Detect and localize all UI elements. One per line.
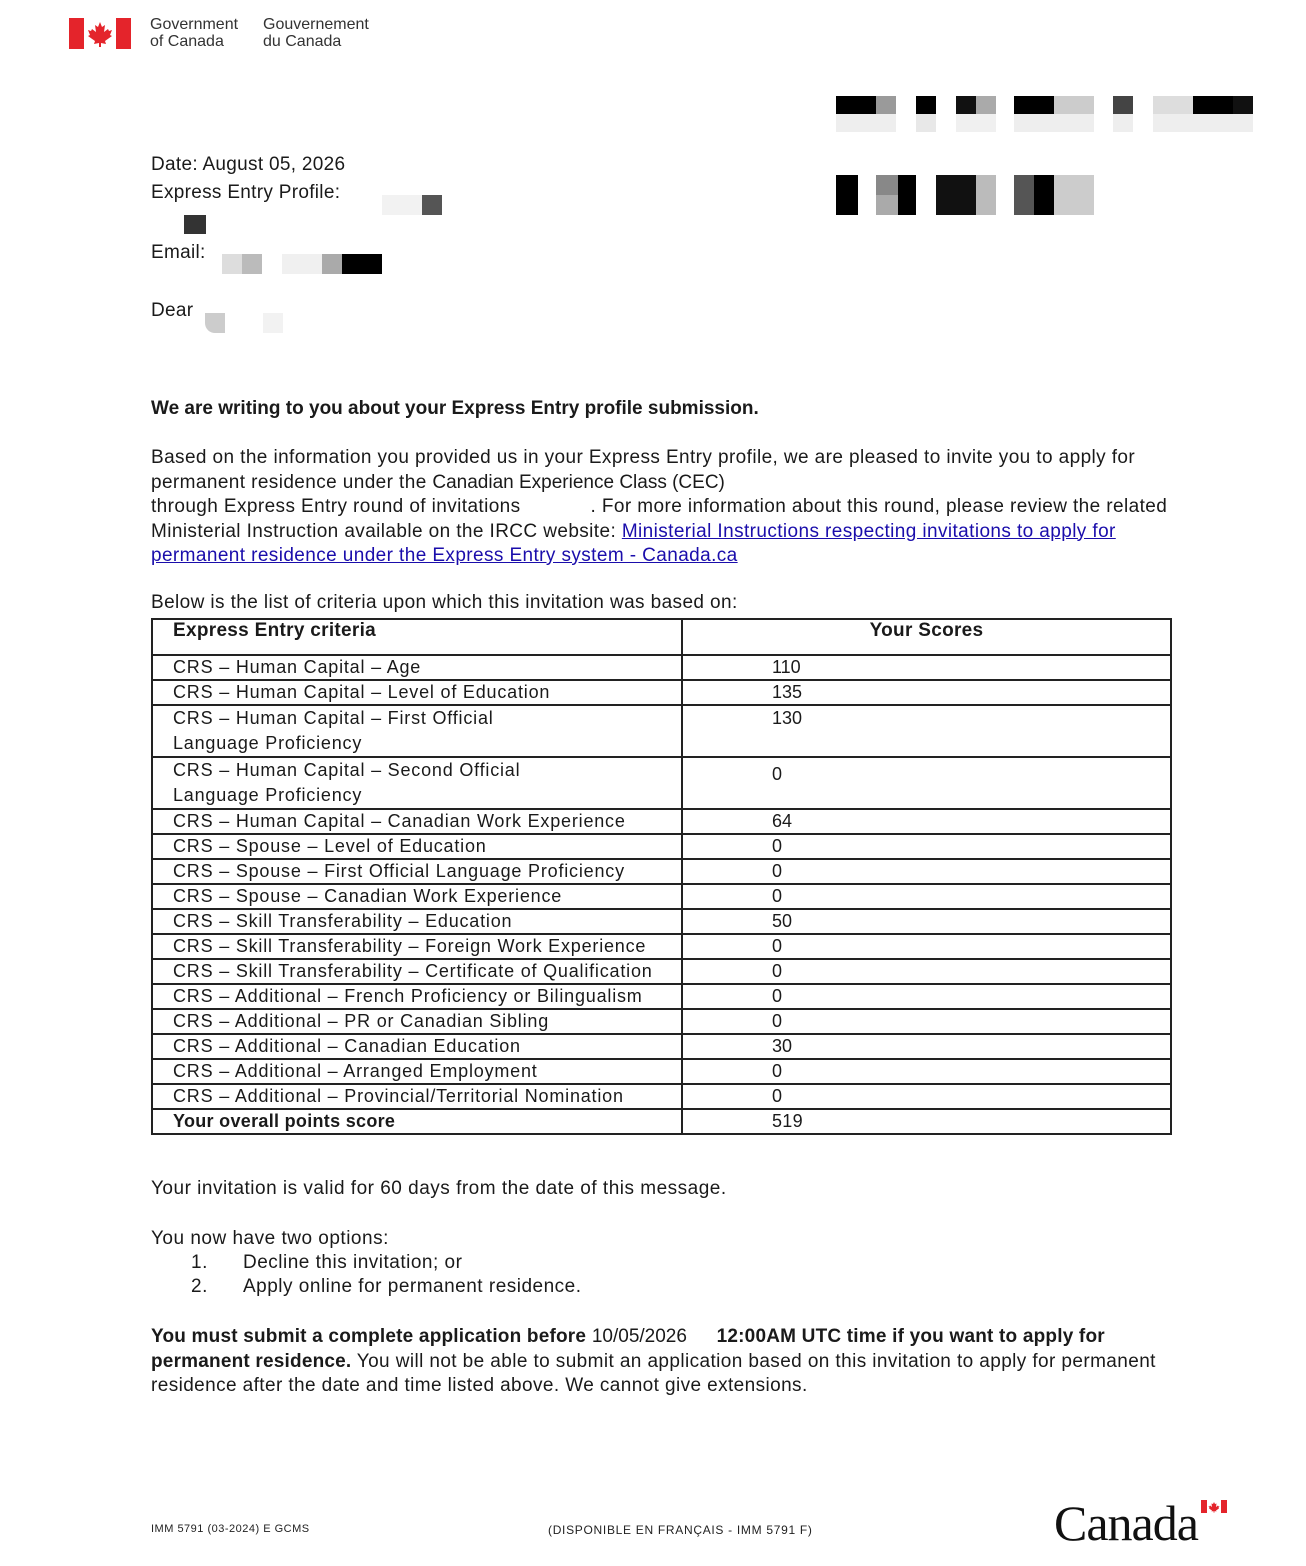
table-row [152, 809, 1171, 834]
total-row [152, 1109, 1171, 1134]
redacted-profile-number [182, 195, 442, 235]
canada-wordmark: Canada [1054, 1495, 1198, 1551]
table-row [152, 834, 1171, 859]
redacted-name [205, 313, 285, 333]
validity-notice: Your invitation is valid for 60 days from the date of this message. [151, 1178, 727, 1199]
criteria-cell: CRS – Human Capital – Canadian Work Experience [152, 809, 682, 834]
table-row [152, 655, 1171, 680]
table-row [152, 757, 1171, 809]
table-row [152, 959, 1171, 984]
canada-flag-icon [69, 18, 131, 49]
score-cell: 0 [682, 859, 1171, 884]
score-cell: 0 [682, 959, 1171, 984]
scores-table [151, 618, 1172, 1135]
criteria-cell: CRS – Human Capital – Second Official Language Proficiency [152, 757, 682, 809]
program-name: Canadian Experience Class (CEC) [432, 471, 725, 493]
score-cell: 130 [682, 705, 1171, 757]
form-identifier: IMM 5791 (03-2024) E GCMS [151, 1523, 310, 1535]
redacted-barcode [836, 96, 1256, 136]
criteria-cell: CRS – Spouse – First Official Language Proficiency [152, 859, 682, 884]
french-availability-note: (DISPONIBLE EN FRANÇAIS - IMM 5791 F) [548, 1523, 813, 1537]
option-decline [191, 1252, 462, 1274]
table-row [152, 1059, 1171, 1084]
deadline-date: 10/05/2026 [591, 1326, 687, 1347]
criteria-cell: CRS – Skill Transferability – Certificate of Qualification [152, 959, 682, 984]
option-number: 1. [191, 1252, 208, 1273]
criteria-cell: CRS – Additional – Canadian Education [152, 1034, 682, 1059]
wordmark-flag-icon [1201, 1500, 1227, 1513]
table-row [152, 859, 1171, 884]
table-row [152, 680, 1171, 705]
intro-heading: We are writing to you about your Express Entry profile submission. [151, 398, 759, 419]
criteria-cell: CRS – Additional – Arranged Employment [152, 1059, 682, 1084]
redacted-email [222, 254, 382, 274]
criteria-cell: CRS – Additional – French Proficiency or Bilingualism [152, 984, 682, 1009]
criteria-cell: CRS – Human Capital – Age [152, 655, 682, 680]
invitation-paragraph: Based on the information you provided us in your Express Entry profile, we are pleased to invite you to apply for permanent residence under the Canadian Experience Class (CEC) through Express Entry round of invitations . For more information about this round, please review the related Ministerial Instruction available on the IRCC website: Ministerial Instructions respecting invitations to apply for permanent residence under the Express Entry system - Canada.ca [151, 447, 1168, 566]
criteria-cell: CRS – Human Capital – Level of Education [152, 680, 682, 705]
criteria-cell: CRS – Skill Transferability – Foreign Work Experience [152, 934, 682, 959]
salutation: Dear [151, 300, 194, 321]
score-cell: 50 [682, 909, 1171, 934]
table-row [152, 705, 1171, 757]
score-cell: 0 [682, 834, 1171, 859]
table-row [152, 1009, 1171, 1034]
score-cell: 64 [682, 809, 1171, 834]
ministerial-instructions-link[interactable]: Ministerial Instructions respecting invitations to apply for permanent residence under the Express Entry system - Canada.ca [151, 520, 1116, 566]
score-cell: 30 [682, 1034, 1171, 1059]
government-of-canada-en: Government of Canada [150, 16, 239, 50]
total-score: 519 [682, 1109, 1171, 1134]
table-row [152, 934, 1171, 959]
score-cell: 110 [682, 655, 1171, 680]
score-cell: 0 [682, 884, 1171, 909]
criteria-cell: CRS – Spouse – Canadian Work Experience [152, 884, 682, 909]
criteria-intro: Below is the list of criteria upon which this invitation was based on: [151, 592, 738, 613]
criteria-cell: CRS – Skill Transferability – Education [152, 909, 682, 934]
table-row [152, 1034, 1171, 1059]
criteria-cell: CRS – Additional – PR or Canadian Sibling [152, 1009, 682, 1034]
score-cell: 135 [682, 680, 1171, 705]
score-cell: 0 [682, 1084, 1171, 1109]
option-text: Decline this invitation; or [243, 1252, 463, 1273]
col-scores-header: Your Scores [682, 619, 1171, 655]
table-row [152, 884, 1171, 909]
score-cell: 0 [682, 984, 1171, 1009]
option-apply [191, 1276, 582, 1298]
option-number: 2. [191, 1276, 208, 1297]
scores-body [152, 655, 1171, 1134]
criteria-cell: CRS – Human Capital – First Official Language Proficiency [152, 705, 682, 757]
table-row [152, 984, 1171, 1009]
table-header-row [152, 619, 1171, 655]
deadline-paragraph: You must submit a complete application before 10/05/2026 12:00AM UTC time if you want to apply for permanent residence. You will not be able to submit an application based on this invitation to apply for permanent residence after the date and time listed above. We cannot give extensions. [151, 1326, 1156, 1396]
redacted-identifier [836, 175, 1096, 217]
score-cell: 0 [682, 934, 1171, 959]
options-intro: You now have two options: [151, 1228, 389, 1249]
total-label: Your overall points score [152, 1109, 682, 1134]
government-of-canada-fr: Gouvernement du Canada [263, 16, 369, 50]
score-cell: 0 [682, 1059, 1171, 1084]
letter-date: Date: August 05, 2026 [151, 154, 346, 175]
email-label: Email: [151, 242, 206, 263]
criteria-cell: CRS – Spouse – Level of Education [152, 834, 682, 859]
score-cell: 0 [682, 757, 1171, 809]
option-text: Apply online for permanent residence. [243, 1276, 582, 1297]
criteria-cell: CRS – Additional – Provincial/Territorial Nomination [152, 1084, 682, 1109]
col-criteria-header: Express Entry criteria [152, 619, 682, 655]
score-cell: 0 [682, 1009, 1171, 1034]
profile-label: Express Entry Profile: [151, 182, 341, 203]
table-row [152, 909, 1171, 934]
table-row [152, 1084, 1171, 1109]
